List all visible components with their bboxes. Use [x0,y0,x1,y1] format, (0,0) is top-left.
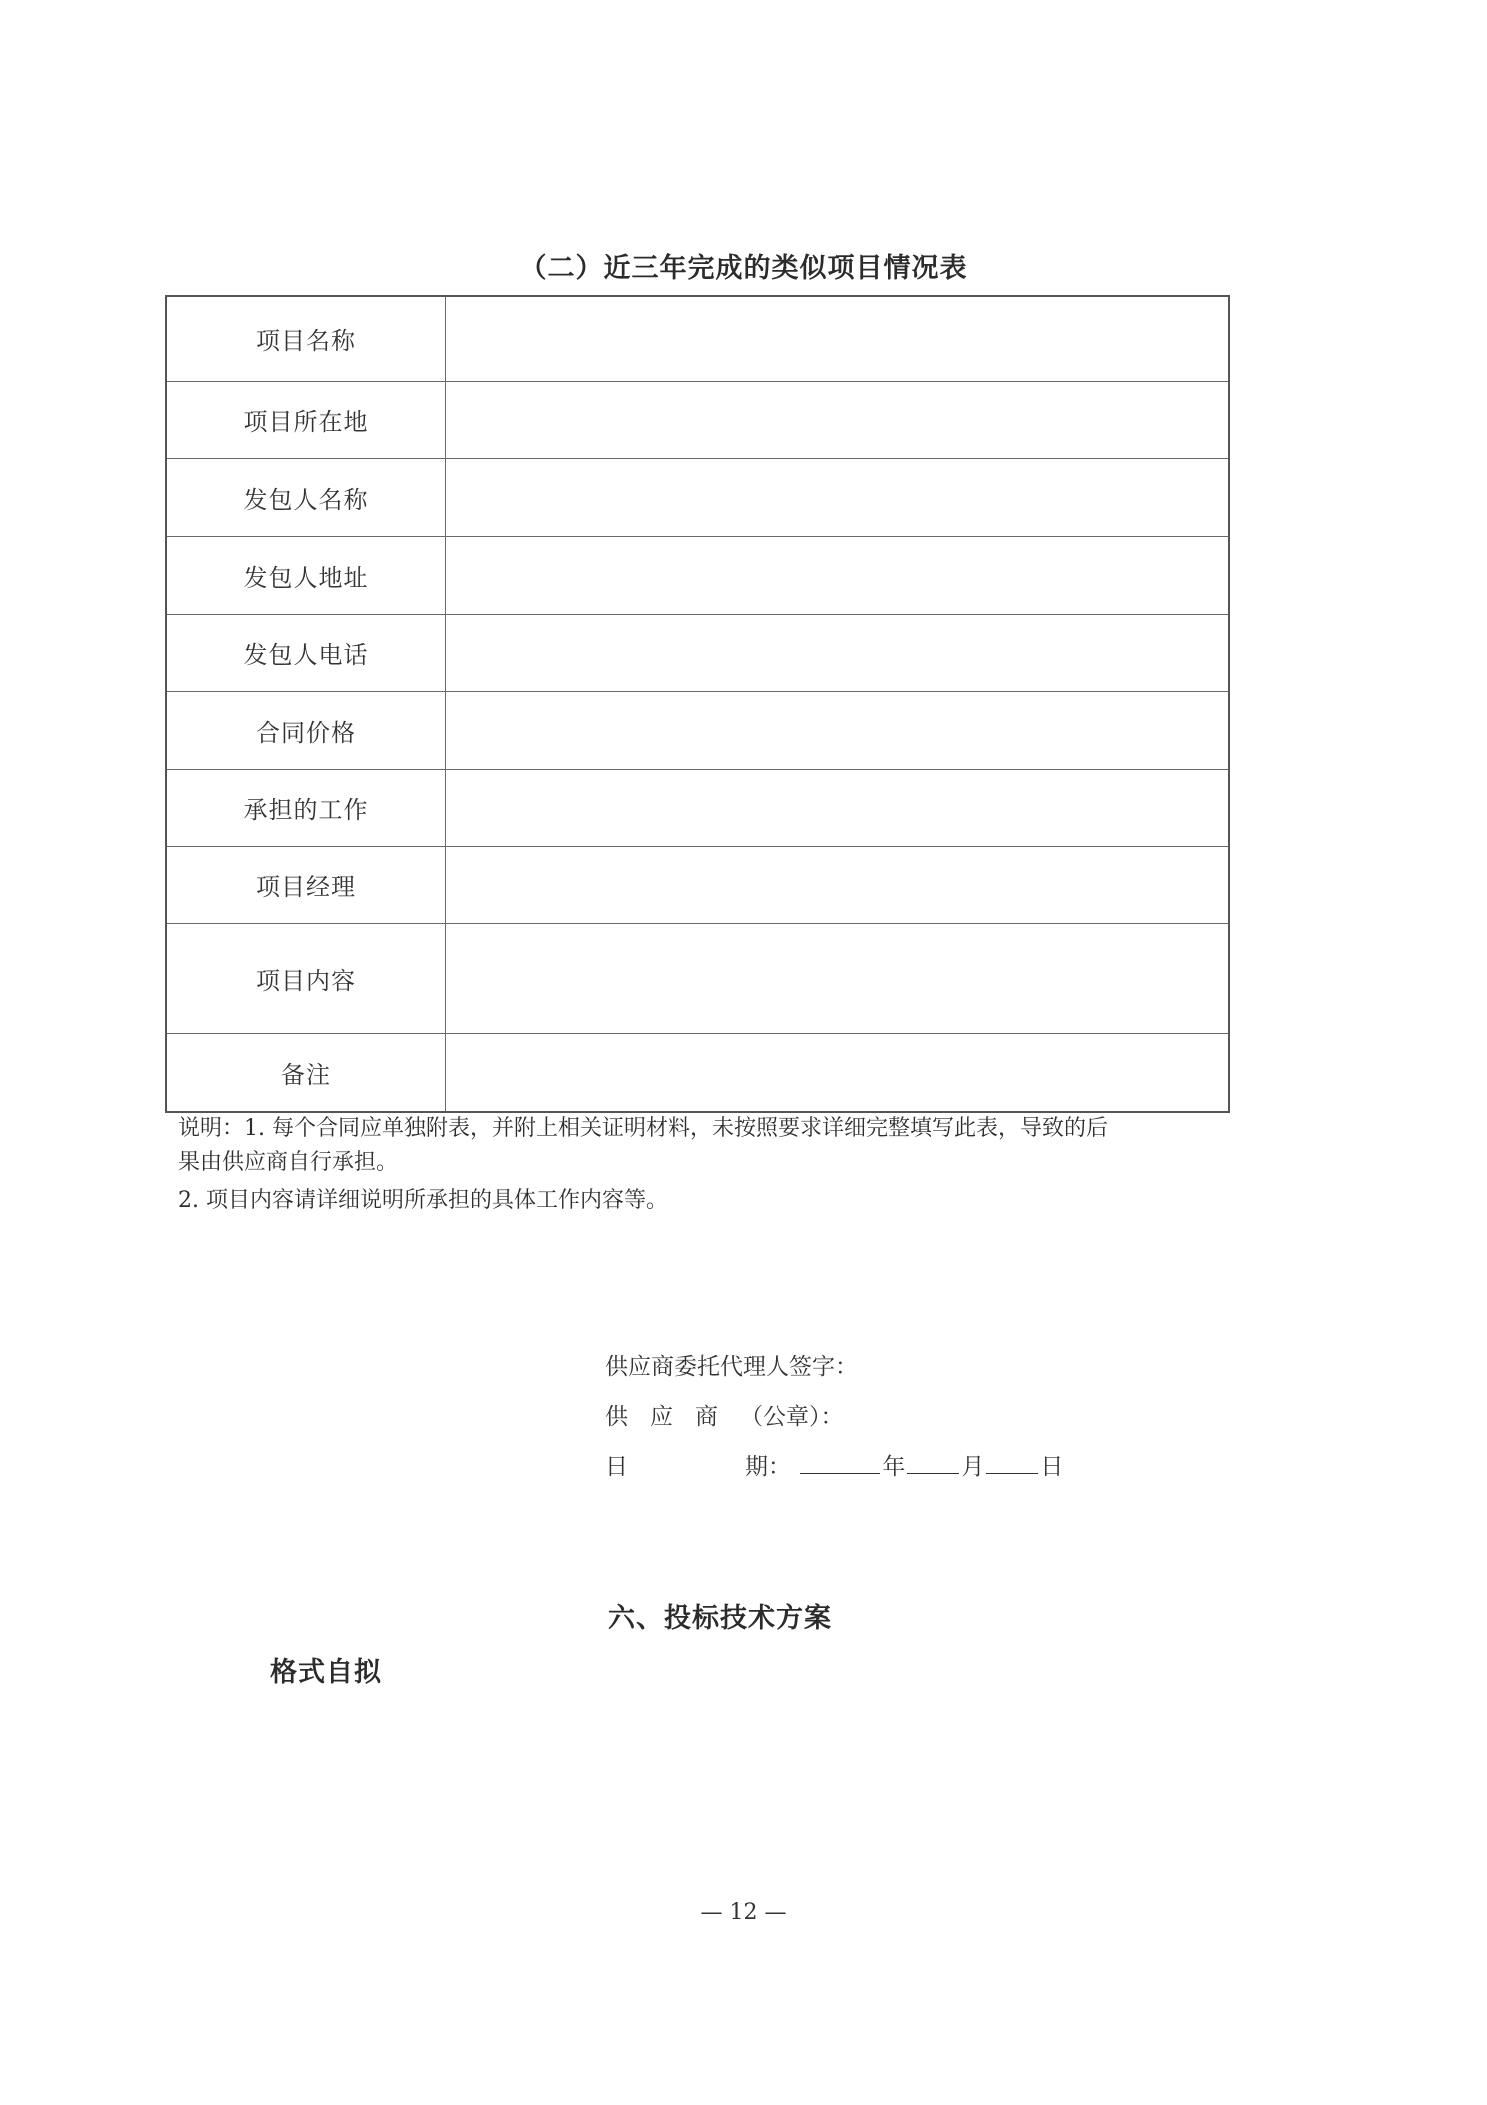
month-unit: 月 [961,1454,985,1480]
note-1-line-2: 果由供应商自行承担。 [178,1150,399,1175]
table-row-client-phone [166,614,1229,691]
year-unit: 年 [882,1454,906,1480]
table-row-project-location [166,381,1229,458]
day-unit: 日 [1040,1454,1064,1480]
table-row-client-name [166,458,1229,536]
row-value-field[interactable] [446,769,1230,846]
table-row-work-undertaken [166,769,1229,846]
row-label: 发包人名称 [166,458,446,536]
row-label: 项目经理 [166,846,446,923]
date-label-left: 日 [605,1454,628,1480]
table-row-remarks [166,1033,1229,1112]
note-1-line-1: 说明：1. 每个合同应单独附表，并附上相关证明材料，未按照要求详细完整填写此表，导致的后 [178,1116,1108,1141]
note-2: 2. 项目内容请详细说明所承担的具体工作内容等。 [178,1188,668,1213]
format-note: 格式自拟 [270,1657,382,1688]
section-heading: 六、投标技术方案 [608,1603,832,1634]
signature-block [605,1342,1063,1492]
row-value-field[interactable] [446,536,1230,614]
page-number: — 12 — [700,1900,787,1925]
row-value-field[interactable] [446,614,1230,691]
agent-signature-line [605,1342,1063,1392]
row-value-field[interactable] [446,296,1230,381]
table-row-project-manager [166,846,1229,923]
supplier-seal-label: （公章）： [740,1404,844,1430]
row-value-field[interactable] [446,846,1230,923]
table-row-contract-price [166,691,1229,769]
row-value-field[interactable] [446,458,1230,536]
month-blank-field[interactable] [907,1449,959,1474]
table-row-project-content [166,923,1229,1033]
table-title: （二）近三年完成的类似项目情况表 [519,253,968,284]
row-label: 发包人电话 [166,614,446,691]
year-blank-field[interactable] [800,1449,880,1474]
row-label: 项目所在地 [166,381,446,458]
row-label: 备注 [166,1033,446,1112]
row-value-field[interactable] [446,923,1230,1033]
row-label: 项目内容 [166,923,446,1033]
row-value-field[interactable] [446,1033,1230,1112]
date-line [605,1442,1063,1492]
table-notes [178,1112,1288,1218]
supplier-seal-line [605,1392,1063,1442]
agent-signature-label: 供应商委托代理人签字： [605,1354,858,1380]
row-value-field[interactable] [446,381,1230,458]
row-label: 发包人地址 [166,536,446,614]
row-value-field[interactable] [446,691,1230,769]
day-blank-field[interactable] [986,1449,1038,1474]
date-label-right: 期： [745,1454,791,1480]
table-row-project-name [166,296,1229,381]
row-label: 合同价格 [166,691,446,769]
row-label: 项目名称 [166,296,446,381]
supplier-label: 供应商 [605,1404,740,1430]
row-label: 承担的工作 [166,769,446,846]
table-row-client-address [166,536,1229,614]
similar-projects-table [165,295,1230,1113]
